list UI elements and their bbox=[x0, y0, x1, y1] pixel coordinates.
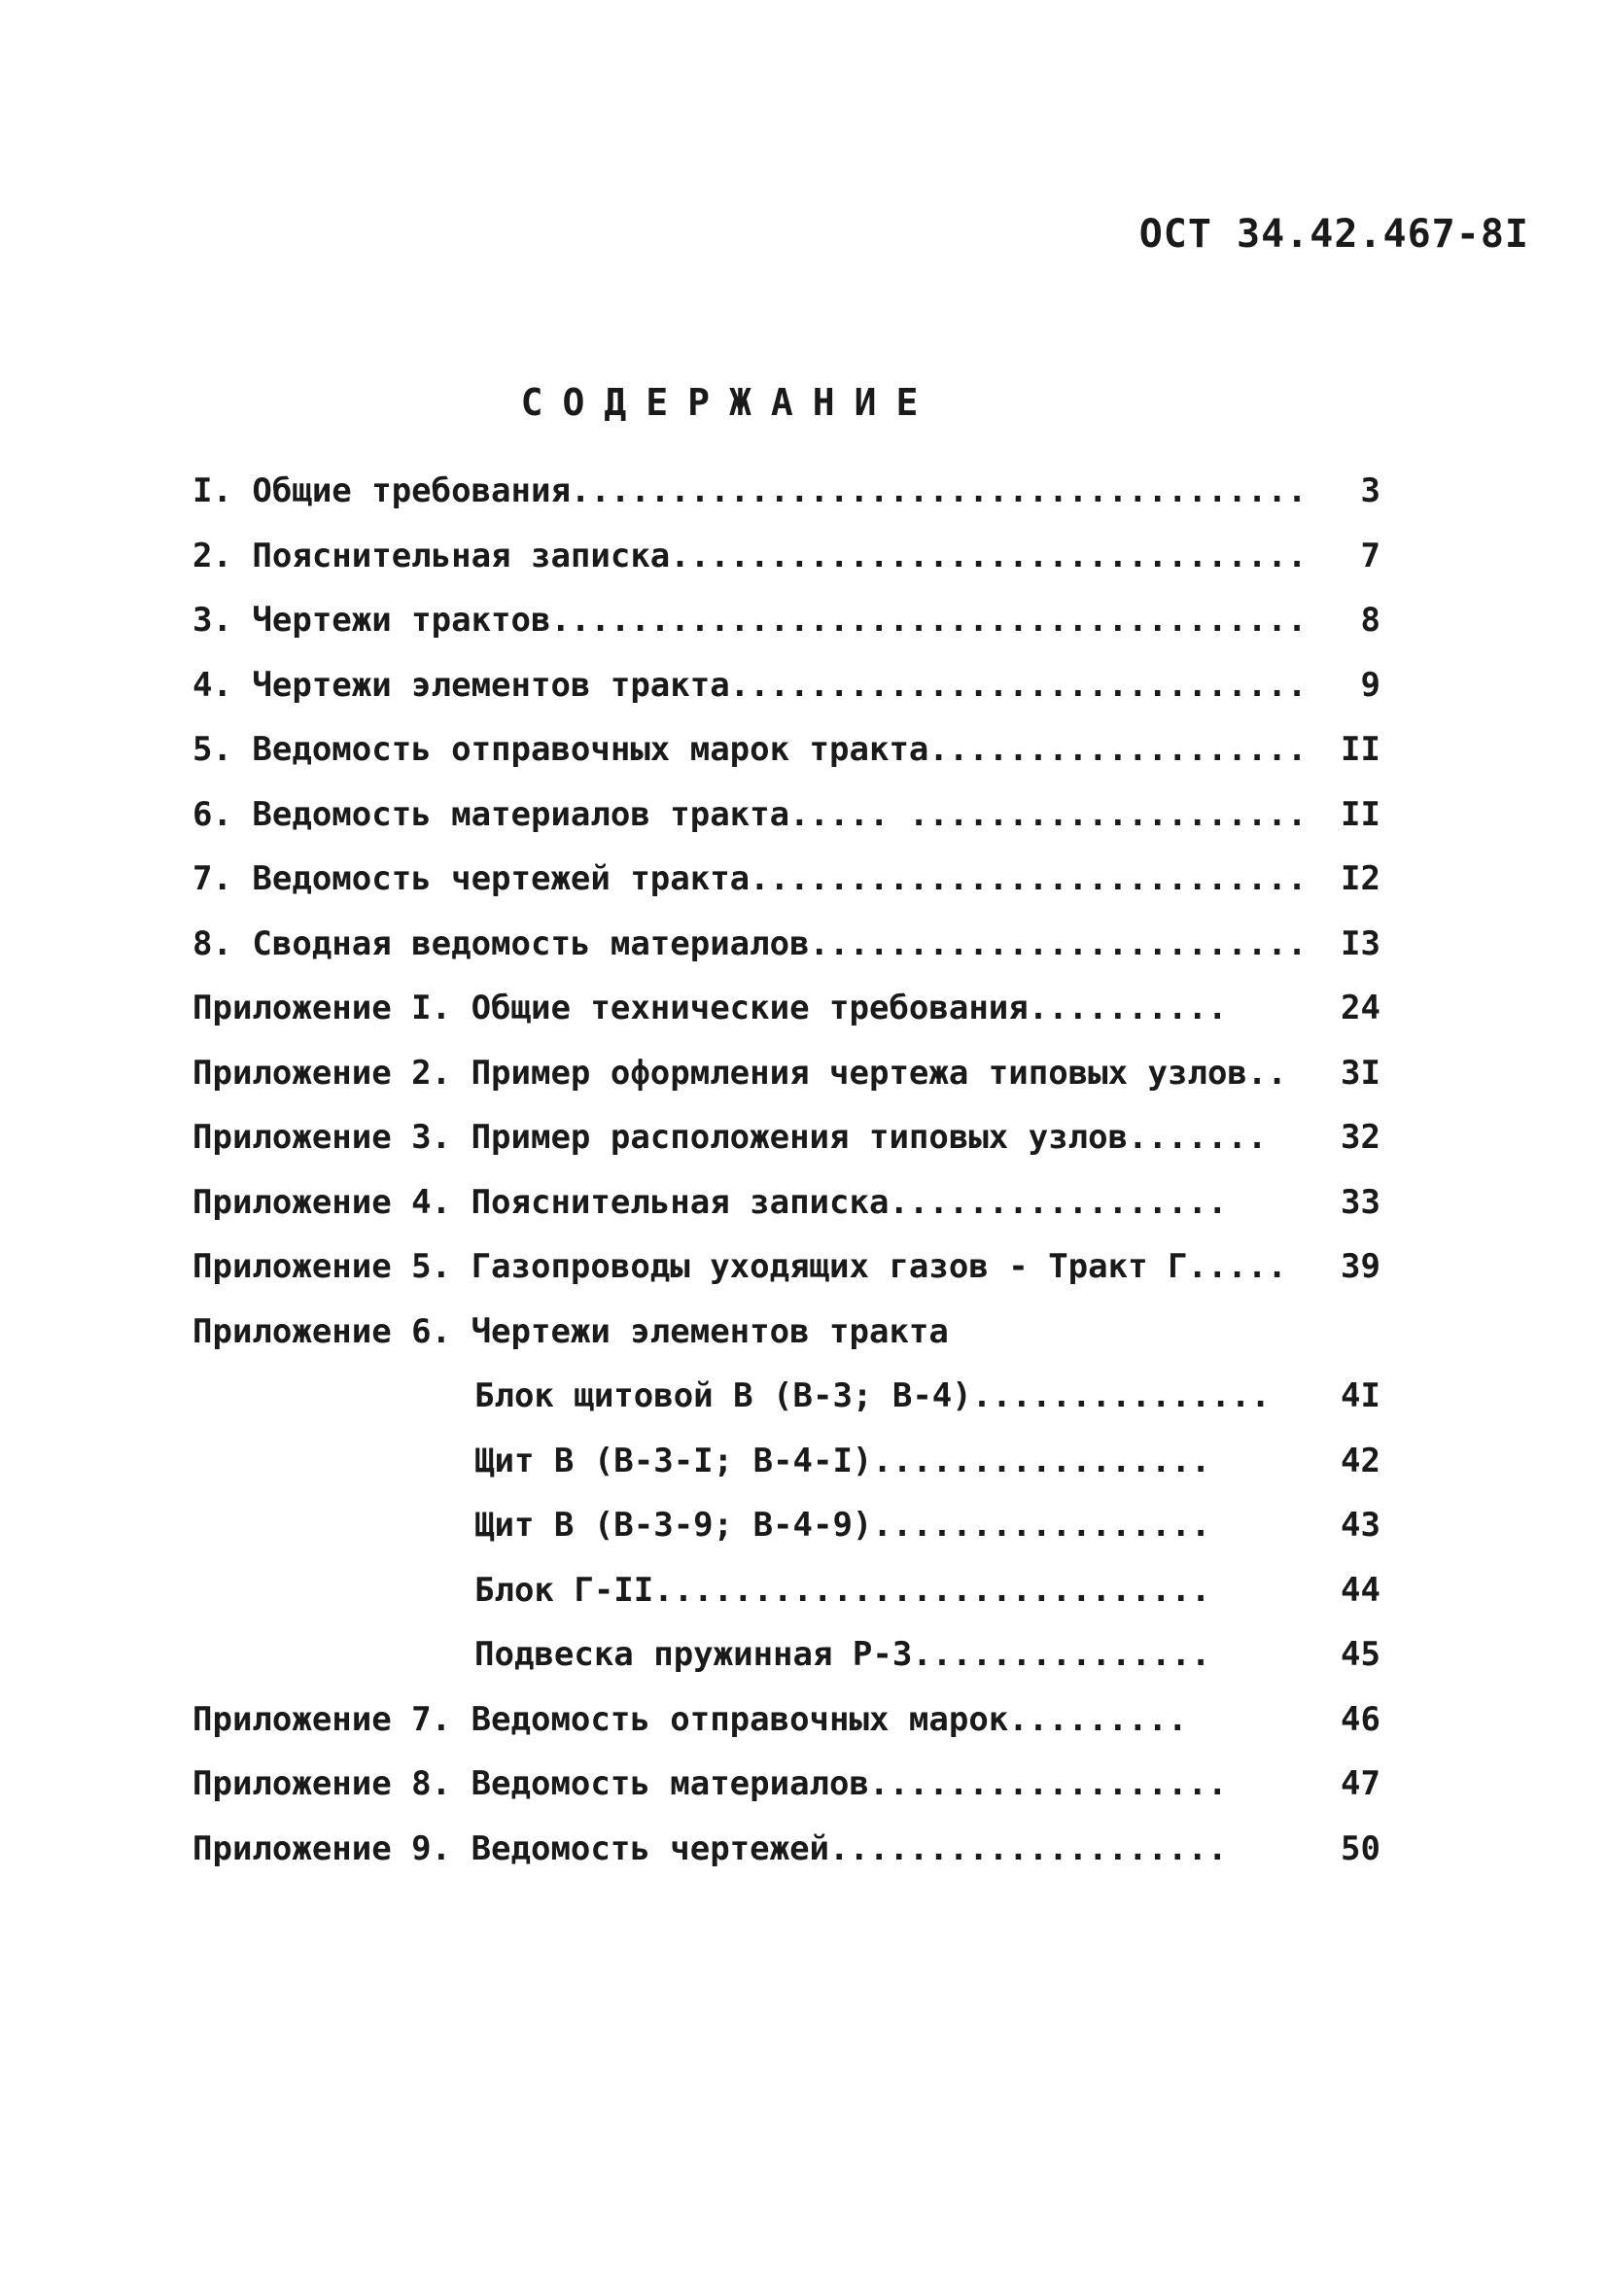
toc-entry-page: 39 bbox=[1341, 1247, 1380, 1286]
toc-entry bbox=[192, 1105, 1380, 1170]
toc-entry-page: 44 bbox=[1341, 1570, 1380, 1610]
toc-entry-label: 5. Ведомость отправочных марок тракта................... bbox=[192, 730, 1308, 769]
toc-entry-label: 8. Сводная ведомость материалов......................... bbox=[192, 923, 1308, 963]
toc-entry bbox=[192, 1687, 1380, 1753]
toc-entry-page: I2 bbox=[1341, 859, 1380, 898]
toc-entry-label: Приложение 6. Чертежи элементов тракта bbox=[192, 1311, 949, 1351]
toc-entry-page: 3 bbox=[1360, 471, 1380, 510]
toc-entry-page: 47 bbox=[1341, 1764, 1380, 1803]
toc-entry-label: Приложение 9. Ведомость чертежей.................... bbox=[192, 1828, 1228, 1868]
toc-entry bbox=[192, 459, 1380, 524]
toc-entry-label: Приложение 7. Ведомость отправочных марок......... bbox=[192, 1699, 1188, 1739]
toc-entry-label: Щит В (В-3-I; В-4-I)................. bbox=[474, 1441, 1211, 1480]
toc-entry-label: Блок щитовой В (В-3; В-4)............... bbox=[474, 1376, 1271, 1415]
toc-entry-page: 7 bbox=[1360, 536, 1380, 575]
toc-entry-label: Приложение 2. Пример оформления чертежа типовых узлов.. bbox=[192, 1053, 1287, 1093]
toc-entry-label: I. Общие требования..................................... bbox=[192, 471, 1308, 510]
toc-entry bbox=[192, 1817, 1380, 1882]
toc-entry-page: 42 bbox=[1341, 1441, 1380, 1480]
document-code: ОСТ 34.42.467-8I bbox=[1138, 212, 1529, 257]
toc-entry bbox=[192, 1752, 1380, 1817]
toc-entry-page: 24 bbox=[1341, 989, 1380, 1027]
toc-entry bbox=[192, 1364, 1380, 1429]
toc-entry bbox=[192, 847, 1380, 912]
toc-entry-label: Приложение 4. Пояснительная записка................. bbox=[192, 1182, 1228, 1222]
toc-entry-label: Щит В (В-3-9; В-4-9)................. bbox=[474, 1506, 1211, 1545]
toc-entry-label: Блок Г-II............................ bbox=[474, 1570, 1211, 1610]
toc-entry bbox=[192, 717, 1380, 783]
toc-entry-label: 2. Пояснительная записка................................ bbox=[192, 536, 1308, 575]
toc-entry-label: 6. Ведомость материалов тракта..... .................... bbox=[192, 794, 1308, 834]
toc-entry bbox=[192, 1558, 1380, 1623]
toc-entry bbox=[192, 1493, 1380, 1558]
toc-entry bbox=[192, 653, 1380, 718]
toc-entry-label: 4. Чертежи элементов тракта............................. bbox=[192, 665, 1308, 705]
toc-entry-page: I3 bbox=[1341, 923, 1380, 963]
toc-entry bbox=[192, 588, 1380, 653]
toc-entry bbox=[192, 1300, 1380, 1365]
toc-entry bbox=[192, 524, 1380, 589]
toc-entry-page: 9 bbox=[1360, 665, 1380, 705]
toc-entry-page: 8 bbox=[1360, 601, 1380, 640]
toc-title: СОДЕРЖАНИЕ bbox=[520, 381, 938, 424]
toc-entry bbox=[192, 1170, 1380, 1235]
toc-entry bbox=[192, 912, 1380, 977]
toc-entry-page: 32 bbox=[1341, 1118, 1380, 1157]
toc-entry-page: II bbox=[1341, 730, 1380, 769]
toc-entry-label: 3. Чертежи трактов...................................... bbox=[192, 601, 1308, 640]
toc-entry bbox=[192, 783, 1380, 848]
toc-entry-page: 45 bbox=[1341, 1635, 1380, 1674]
toc-entry-label: Приложение 5. Газопроводы уходящих газов - Тракт Г..... bbox=[192, 1247, 1287, 1286]
toc-entry bbox=[192, 1041, 1380, 1106]
toc-entry-page: 46 bbox=[1341, 1699, 1380, 1739]
toc-entry-page: 4I bbox=[1341, 1376, 1380, 1415]
toc-entry bbox=[192, 1622, 1380, 1687]
toc-entry bbox=[192, 1235, 1380, 1300]
toc-entry-label: Подвеска пружинная Р-3............... bbox=[474, 1635, 1211, 1674]
toc-entry-page: 3I bbox=[1341, 1053, 1380, 1093]
toc-entry bbox=[192, 1429, 1380, 1494]
toc-entry-label: 7. Ведомость чертежей тракта............................ bbox=[192, 859, 1308, 898]
toc-entry-page: 33 bbox=[1341, 1182, 1380, 1222]
toc-entry bbox=[192, 976, 1380, 1041]
toc-entry-page: 43 bbox=[1341, 1506, 1380, 1545]
toc-entry-page: 50 bbox=[1341, 1828, 1380, 1868]
toc-entry-page: II bbox=[1341, 794, 1380, 834]
toc-entry-label: Приложение 3. Пример расположения типовых узлов....... bbox=[192, 1118, 1268, 1157]
toc-entry-label: Приложение 8. Ведомость материалов.................. bbox=[192, 1764, 1228, 1803]
toc-entry-label: Приложение I. Общие технические требования.......... bbox=[192, 989, 1228, 1027]
table-of-contents bbox=[192, 459, 1380, 1881]
